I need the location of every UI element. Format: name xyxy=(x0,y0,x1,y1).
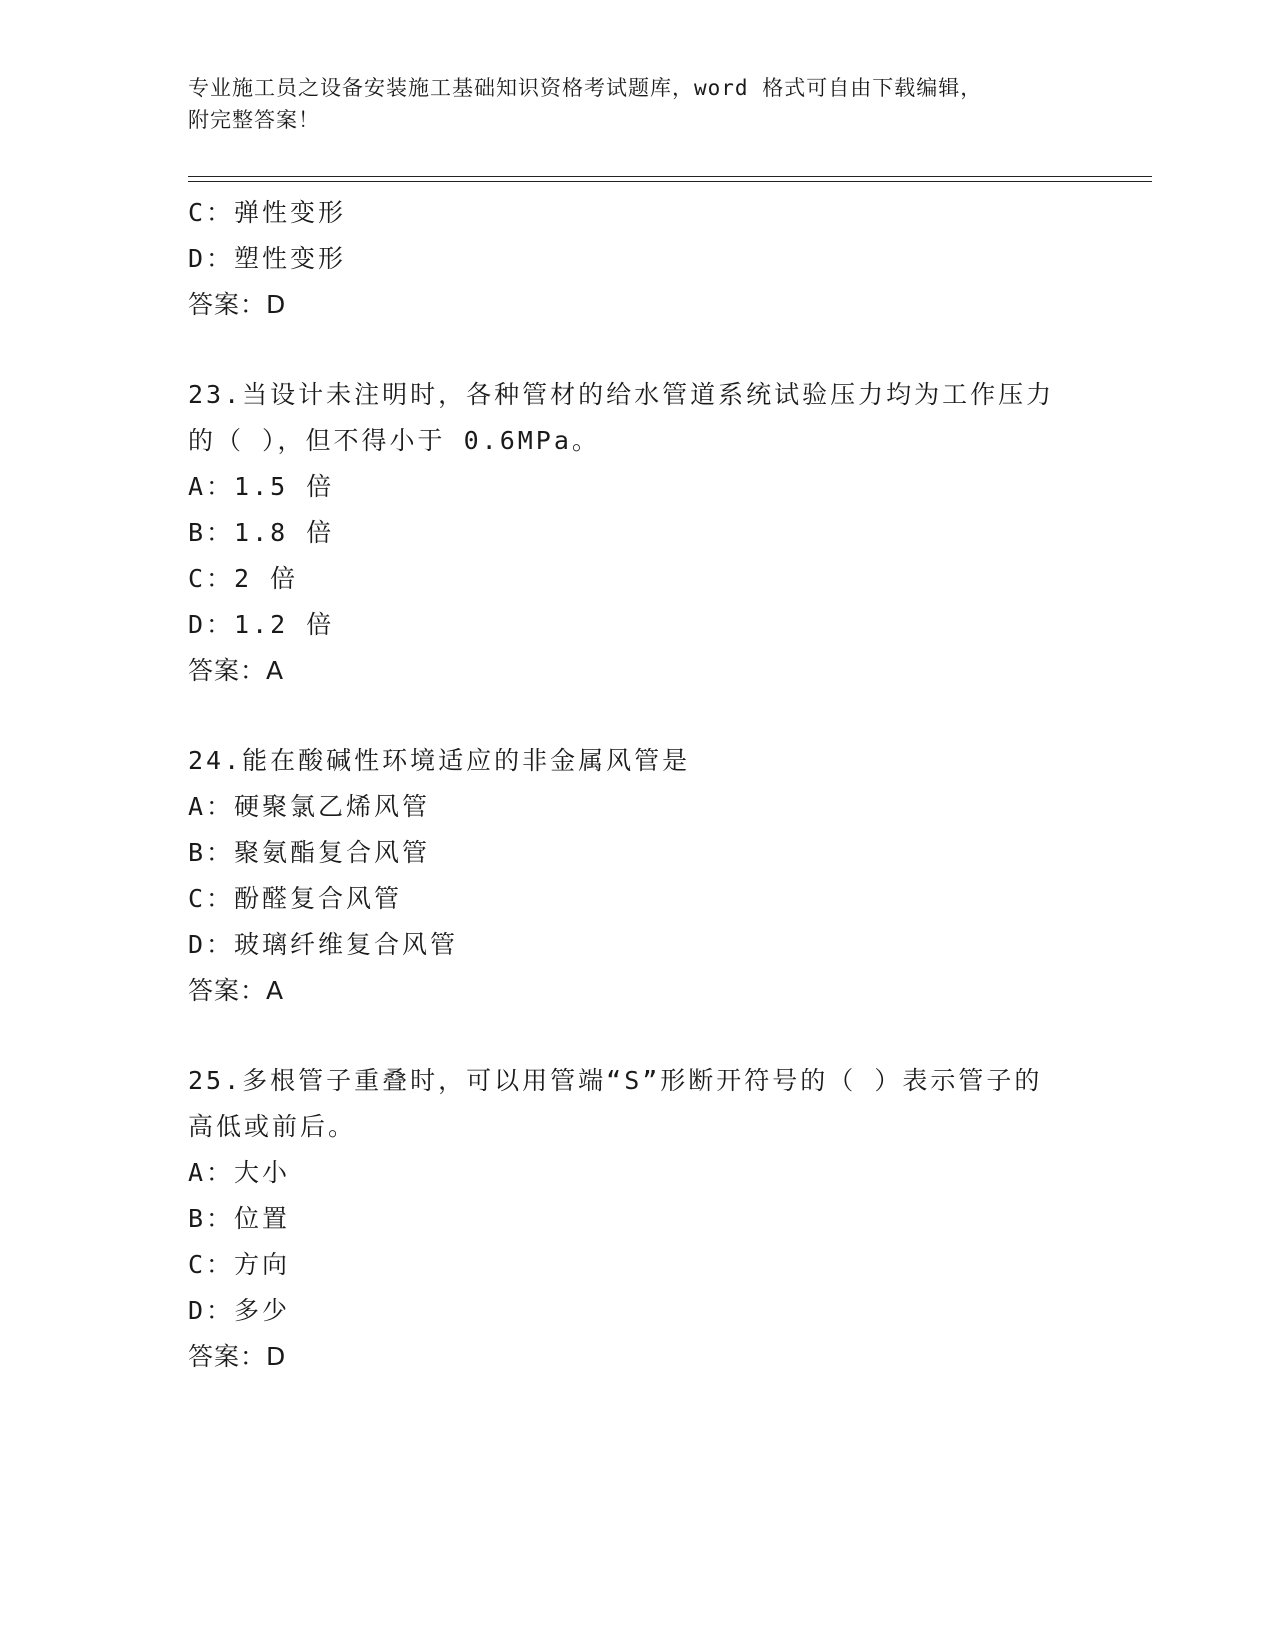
question-text-line-1: 25.多根管子重叠时，可以用管端“S”形断开符号的（ ）表示管子的 xyxy=(188,1066,1043,1095)
option-c: C：弹性变形 xyxy=(188,198,347,227)
answer-line: 答案：D xyxy=(188,1342,287,1371)
option-d: D：1.2 倍 xyxy=(188,610,335,639)
option-c: C：方向 xyxy=(188,1250,291,1279)
option-d: D：玻璃纤维复合风管 xyxy=(188,930,459,959)
question-text-line-2: 的（ ），但不得小于 0.6MPa。 xyxy=(188,426,600,455)
option-d: D：塑性变形 xyxy=(188,244,347,273)
question-22-continued xyxy=(188,190,1148,328)
option-a: A：硬聚氯乙烯风管 xyxy=(188,792,431,821)
question-text-line-1: 24.能在酸碱性环境适应的非金属风管是 xyxy=(188,746,691,775)
option-d: D：多少 xyxy=(188,1296,291,1325)
header-line-1: 专业施工员之设备安装施工基础知识资格考试题库，word 格式可自由下载编辑， xyxy=(188,76,983,100)
answer-line: 答案：A xyxy=(188,656,285,685)
option-c: C：2 倍 xyxy=(188,564,299,593)
option-b: B：聚氨酯复合风管 xyxy=(188,838,431,867)
question-text-line-1: 23.当设计未注明时，各种管材的给水管道系统试验压力均为工作压力 xyxy=(188,380,1055,409)
answer-line: 答案：D xyxy=(188,290,287,319)
question-23 xyxy=(188,372,1148,694)
document-body xyxy=(188,190,1148,1424)
option-c: C：酚醛复合风管 xyxy=(188,884,403,913)
question-24 xyxy=(188,738,1148,1014)
header-divider-bottom xyxy=(188,181,1152,182)
option-a: A：大小 xyxy=(188,1158,291,1187)
header-divider-top xyxy=(188,176,1152,177)
option-b: B：1.8 倍 xyxy=(188,518,335,547)
answer-line: 答案：A xyxy=(188,976,285,1005)
question-text-line-2: 高低或前后。 xyxy=(188,1112,357,1141)
option-b: B：位置 xyxy=(188,1204,291,1233)
document-header xyxy=(188,72,1088,136)
header-line-2: 附完整答案！ xyxy=(188,108,320,132)
question-25 xyxy=(188,1058,1148,1380)
option-a: A：1.5 倍 xyxy=(188,472,335,501)
